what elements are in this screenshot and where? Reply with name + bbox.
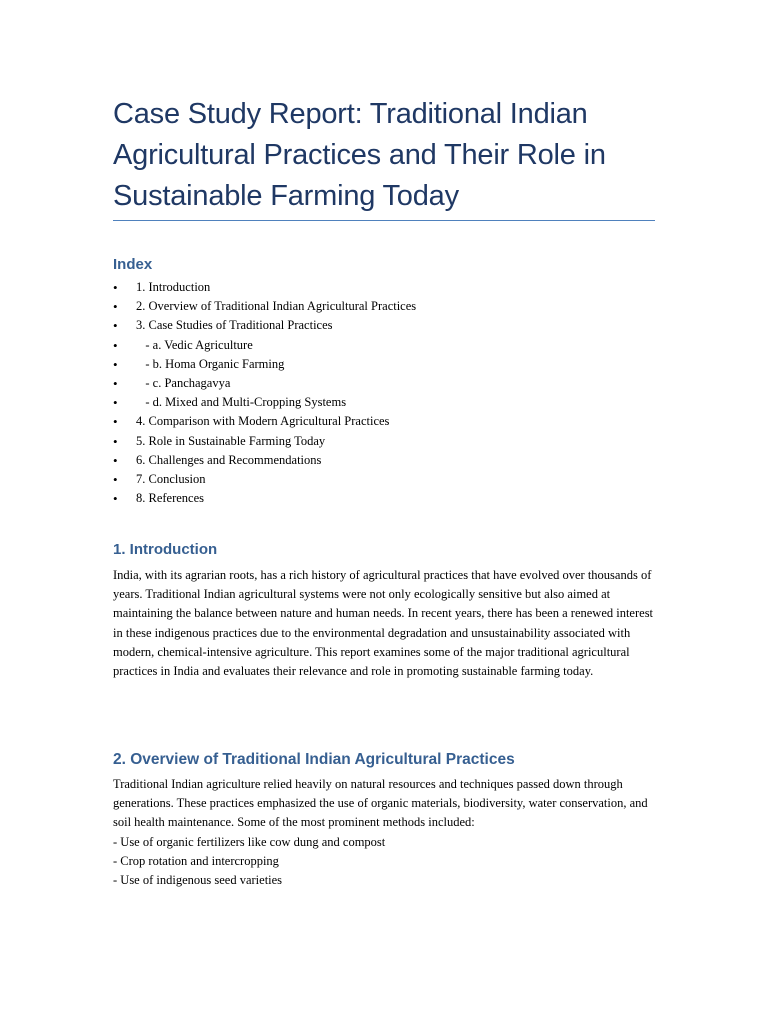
overview-list-item: - Crop rotation and intercropping	[113, 853, 279, 868]
bullet-icon: •	[113, 318, 118, 334]
overview-paragraph: Traditional Indian agriculture relied heavily on natural resources and techniques passed down through generations. These practices emphasized the use of organic materials, biodiversity, water conservation, and soil health maintenance. Some of the most prominent methods included:	[113, 777, 648, 830]
index-item	[113, 278, 673, 297]
index-item	[113, 470, 673, 489]
index-item-label: 2. Overview of Traditional Indian Agricultural Practices	[136, 299, 417, 314]
index-list	[113, 278, 673, 508]
title-underline	[113, 220, 655, 221]
index-item-label: 6. Challenges and Recommendations	[136, 452, 322, 467]
index-item	[113, 316, 673, 335]
overview-list-item: - Use of organic fertilizers like cow dung and compost	[113, 834, 386, 849]
bullet-icon: •	[113, 376, 118, 392]
index-item	[113, 297, 673, 316]
introduction-paragraph: India, with its agrarian roots, has a rich history of agricultural practices that have evolved over thousands of years. Traditional Indian agricultural systems were not only ecologically sensitive but also aimed at maintaining the balance between nature and human needs. In recent years, there has been a renewed interest in these indigenous practices due to the environmental degradation and unsustainability associated with modern, chemical-intensive agriculture. This report examines some of the major traditional agricultural practices in India and evaluates their relevance and role in promoting sustainable farming today.	[113, 568, 654, 679]
index-item	[113, 412, 673, 431]
index-item-label: - a. Vedic Agriculture	[136, 337, 253, 352]
index-item-label: 3. Case Studies of Traditional Practices	[136, 318, 333, 333]
index-heading: Index	[113, 256, 153, 273]
index-item	[113, 336, 673, 355]
index-item	[113, 451, 673, 470]
index-item	[113, 374, 673, 393]
bullet-icon: •	[113, 337, 118, 353]
index-item	[113, 393, 673, 412]
bullet-icon: •	[113, 356, 118, 372]
index-item-label: - d. Mixed and Multi-Cropping Systems	[136, 395, 347, 410]
index-item	[113, 355, 673, 374]
index-item-label: - b. Homa Organic Farming	[136, 356, 285, 371]
index-item-label: 1. Introduction	[136, 280, 211, 294]
overview-list-item: - Use of indigenous seed varieties	[113, 873, 283, 888]
index-item-label: - c. Panchagavya	[136, 376, 231, 391]
index-item	[113, 432, 673, 451]
bullet-icon: •	[113, 433, 118, 449]
index-item-label: 8. References	[136, 491, 205, 506]
index-item-label: 7. Conclusion	[136, 472, 206, 487]
bullet-icon: •	[113, 491, 118, 507]
bullet-icon: •	[113, 472, 118, 488]
bullet-icon: •	[113, 414, 118, 430]
index-item-label: 5. Role in Sustainable Farming Today	[136, 433, 326, 448]
overview-section	[113, 775, 658, 890]
bullet-icon: •	[113, 452, 118, 468]
overview-heading: 2. Overview of Traditional Indian Agricultural Practices	[113, 751, 515, 768]
index-item	[113, 489, 673, 508]
document-title: Case Study Report: Traditional Indian Agricultural Practices and Their Role in Sustainable Farming Today	[113, 98, 606, 212]
index-item-label: 4. Comparison with Modern Agricultural Practices	[136, 414, 390, 429]
bullet-icon: •	[113, 280, 118, 295]
bullet-icon: •	[113, 299, 118, 315]
bullet-icon: •	[113, 395, 118, 411]
introduction-heading: 1. Introduction	[113, 541, 218, 558]
